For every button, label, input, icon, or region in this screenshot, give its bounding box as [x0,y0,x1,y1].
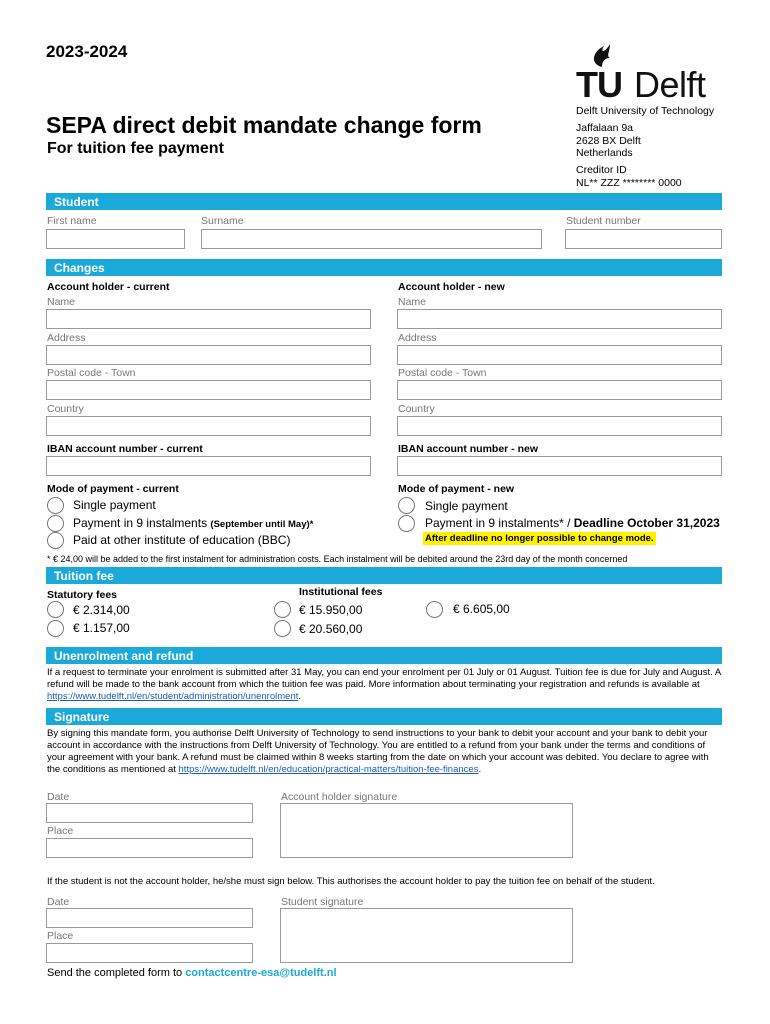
student-number-label: Student number [566,215,641,227]
page-subtitle: For tuition fee payment [47,140,224,157]
radio-instalments-current[interactable] [47,515,64,532]
student-date-field[interactable] [46,908,253,928]
student-place-label: Place [47,930,74,942]
holder-signature-label: Account holder signature [281,791,398,803]
section-signature: Signature [46,708,722,725]
name-new-label: Name [398,296,427,308]
iban-current-label: IBAN account number - current [47,443,203,455]
deadline-note: After deadline no longer possible to change mode. [425,533,654,544]
radio-single-current[interactable] [47,497,64,514]
logo-tu-text: TU [576,64,622,105]
contact-email-link[interactable]: contactcentre-esa@tudelft.nl [185,967,337,979]
student-signature-label: Student signature [281,896,364,908]
instalments-new-label: Payment in 9 instalments* / Deadline October 31,2023 [425,516,720,530]
radio-instalments-new[interactable] [398,515,415,532]
student-sign-note: If the student is not the account holder, he/she must sign below. This authorises the account holder to pay the tuition fee on behalf of the student. [47,876,655,887]
radio-other-institute[interactable] [47,532,64,549]
student-date-label: Date [47,896,70,908]
radio-fee-6605[interactable] [426,601,443,618]
address-new-label: Address [398,332,437,344]
postal-current-label: Postal code - Town [47,367,136,379]
country-new-label: Country [398,403,435,415]
org-name: Delft University of Technology [576,105,715,117]
page-title: SEPA direct debit mandate change form [46,112,482,138]
radio-fee-1157[interactable] [47,620,64,637]
surname-label: Surname [201,215,244,227]
address-current-label: Address [47,332,86,344]
name-current-field[interactable] [46,309,371,329]
section-unenrolment: Unenrolment and refund [46,647,722,664]
fee-20560-label: € 20.560,00 [299,622,363,636]
statutory-label: Statutory fees [47,589,118,601]
institutional-label: Institutional fees [299,586,383,598]
tuition-fee-link[interactable]: https://www.tudelft.nl/en/education/practical-matters/tuition-fee-finances [178,764,479,775]
country-current-label: Country [47,403,84,415]
section-student: Student [46,193,722,210]
other-institute-label: Paid at other institute of education (BBC) [73,533,291,547]
radio-single-new[interactable] [398,497,415,514]
place-field[interactable] [46,838,253,858]
radio-fee-20560[interactable] [274,620,291,637]
tudelft-logo [576,42,726,105]
place-label: Place [47,825,74,837]
single-new-label: Single payment [425,499,508,513]
year-label: 2023-2024 [46,42,128,61]
country-current-field[interactable] [46,416,371,436]
name-current-label: Name [47,296,76,308]
name-new-field[interactable] [397,309,722,329]
mode-new-label: Mode of payment - new [398,483,515,495]
postal-current-field[interactable] [46,380,371,400]
radio-fee-15950[interactable] [274,601,291,618]
org-address: Jaffalaan 9a 2628 BX Delft Netherlands [576,122,641,159]
country-new-field[interactable] [397,416,722,436]
fee-6605-label: € 6.605,00 [453,602,510,616]
holder-signature-field[interactable] [280,803,573,858]
unenrolment-text: If a request to terminate your enrolment is submitted after 31 May, you can end your enrolment per 01 July or 01 August. Tuition fee is due for July and August. A refund will be made to the bank account from which the tuition fee was paid. More information about terminating your registration and refunds is available at https://www.tudelft.nl/en/student/administration/unenrolment. [47,667,721,702]
radio-fee-2314[interactable] [47,601,64,618]
section-tuition: Tuition fee [46,567,722,584]
address-current-field[interactable] [46,345,371,365]
signature-text: By signing this mandate form, you authorise Delft University of Technology to send instructions to your bank to debit your account and your bank to debit your account in accordance with the instructions from Delft University of Technology. You are entitled to a refund from your bank under the terms and conditions of your agreement with your bank. A refund must be claimed within 8 weeks starting from the date on which your account was debited. You declare to agree with the conditions as mentioned at https://www.tudelft.nl/en/education/practical-matters/tuition-fee-finances. [47,728,709,775]
single-current-label: Single payment [73,498,156,512]
date-label: Date [47,791,70,803]
student-signature-field[interactable] [280,908,573,963]
holder-new-heading: Account holder - new [398,281,505,293]
send-form-line: Send the completed form to contactcentre-esa@tudelft.nl [47,967,337,979]
section-changes: Changes [46,259,722,276]
footnote: * € 24,00 will be added to the first instalment for administration costs. Each instalment will be debited around the 23rd day of the month concerned [47,554,628,564]
student-place-field[interactable] [46,943,253,963]
mode-current-label: Mode of payment - current [47,483,179,495]
first-name-label: First name [47,215,97,227]
holder-current-heading: Account holder - current [47,281,170,293]
instalments-current-label: Payment in 9 instalments (September until May)* [73,516,314,530]
address-new-field[interactable] [397,345,722,365]
logo-delft-text: Delft [634,64,706,105]
date-field[interactable] [46,803,253,823]
iban-current-field[interactable] [46,456,371,476]
first-name-field[interactable] [46,229,185,249]
fee-2314-label: € 2.314,00 [73,603,130,617]
fee-1157-label: € 1.157,00 [73,621,130,635]
fee-15950-label: € 15.950,00 [299,603,363,617]
creditor-id: Creditor ID NL** ZZZ ******** 0000 [576,164,682,189]
postal-new-label: Postal code - Town [398,367,487,379]
postal-new-field[interactable] [397,380,722,400]
iban-new-label: IBAN account number - new [398,443,539,455]
student-number-field[interactable] [565,229,722,249]
iban-new-field[interactable] [397,456,722,476]
surname-field[interactable] [201,229,542,249]
unenrolment-link[interactable]: https://www.tudelft.nl/en/student/administration/unenrolment [47,691,299,702]
